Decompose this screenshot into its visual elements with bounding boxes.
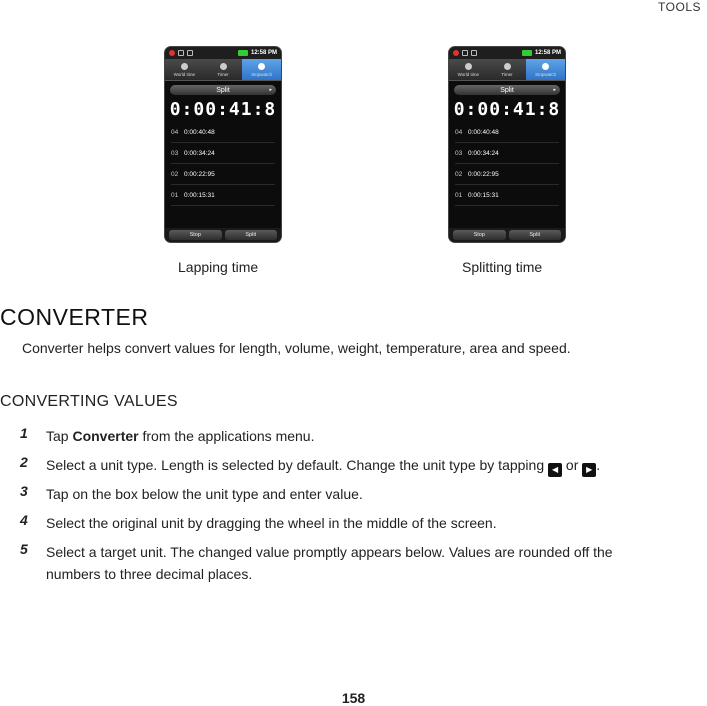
step-4 bbox=[20, 512, 666, 534]
mode-selector[interactable]: Split ▸ bbox=[454, 85, 560, 95]
mode-selector[interactable]: Split ▸ bbox=[170, 85, 276, 95]
hourglass-icon bbox=[220, 63, 227, 70]
tab-timer[interactable]: Timer bbox=[204, 59, 243, 80]
status-time: 12:58 PM bbox=[250, 50, 277, 56]
caption-splitting-time: Splitting time bbox=[462, 259, 543, 275]
status-bar bbox=[165, 47, 281, 59]
battery-icon bbox=[522, 50, 532, 56]
globe-icon bbox=[465, 63, 472, 70]
step-number: 5 bbox=[20, 541, 28, 557]
subsection-title: CONVERTING VALUES bbox=[0, 393, 178, 410]
step-number: 1 bbox=[20, 425, 28, 441]
stop-button[interactable]: Stop bbox=[169, 230, 222, 240]
step-text: Select a unit type. Length is selected by default. Change the unit type by tapping ◀ or ▶ . bbox=[46, 454, 666, 477]
split-button[interactable]: Split bbox=[509, 230, 562, 240]
stopwatch-icon bbox=[258, 63, 265, 70]
lap-list bbox=[449, 122, 565, 206]
page-number: 158 bbox=[341, 690, 366, 706]
signal-icon bbox=[187, 50, 193, 56]
lap-row: 02 0:00:22:95 bbox=[171, 164, 275, 185]
notification-icon bbox=[169, 50, 175, 56]
step-text: Select the original unit by dragging the wheel in the middle of the screen. bbox=[46, 515, 497, 531]
lap-list bbox=[165, 122, 281, 206]
phone-screenshot-lapping bbox=[164, 46, 282, 243]
step-text: Tap Converter from the applications menu. bbox=[46, 428, 315, 444]
notification-icon bbox=[453, 50, 459, 56]
step-2 bbox=[20, 454, 666, 477]
button-bar bbox=[449, 228, 565, 242]
usb-icon bbox=[178, 50, 184, 56]
step-3 bbox=[20, 483, 666, 505]
lap-row: 01 0:00:15:31 bbox=[455, 185, 559, 206]
step-5 bbox=[20, 541, 666, 585]
status-bar bbox=[449, 47, 565, 59]
signal-icon bbox=[471, 50, 477, 56]
lap-row: 04 0:00:40:48 bbox=[171, 122, 275, 143]
clock-tabs bbox=[449, 59, 565, 81]
clock-tabs bbox=[165, 59, 281, 81]
lap-row: 02 0:00:22:95 bbox=[455, 164, 559, 185]
status-time: 12:58 PM bbox=[534, 50, 561, 56]
step-number: 4 bbox=[20, 512, 28, 528]
hourglass-icon bbox=[504, 63, 511, 70]
dropdown-arrow-icon: ▸ bbox=[269, 87, 272, 93]
stopwatch-icon bbox=[542, 63, 549, 70]
tab-timer[interactable]: Timer bbox=[488, 59, 527, 80]
lap-row: 04 0:00:40:48 bbox=[455, 122, 559, 143]
usb-icon bbox=[462, 50, 468, 56]
section-intro: Converter helps convert values for length, volume, weight, temperature, area and speed. bbox=[22, 340, 571, 356]
caption-lapping-time: Lapping time bbox=[178, 259, 259, 275]
tab-stopwatch[interactable]: Stopwatch bbox=[526, 59, 565, 80]
button-bar bbox=[165, 228, 281, 242]
lap-row: 01 0:00:15:31 bbox=[171, 185, 275, 206]
stop-button[interactable]: Stop bbox=[453, 230, 506, 240]
stopwatch-display: 0:00:41:8 bbox=[169, 99, 277, 120]
step-number: 2 bbox=[20, 454, 28, 470]
stopwatch-display: 0:00:41:8 bbox=[453, 99, 561, 120]
lap-row: 03 0:00:34:24 bbox=[171, 143, 275, 164]
battery-icon bbox=[238, 50, 248, 56]
lap-row: 03 0:00:34:24 bbox=[455, 143, 559, 164]
tab-world-time[interactable]: World time bbox=[165, 59, 204, 80]
step-number: 3 bbox=[20, 483, 28, 499]
arrow-left-icon: ◀ bbox=[548, 463, 562, 477]
step-text: Select a target unit. The changed value promptly appears below. Values are rounded off the numbers to three decimal places. bbox=[46, 544, 613, 582]
section-title: CONVERTER bbox=[0, 304, 149, 330]
phone-screenshot-splitting bbox=[448, 46, 566, 243]
step-text: Tap on the box below the unit type and enter value. bbox=[46, 486, 363, 502]
tab-world-time[interactable]: World time bbox=[449, 59, 488, 80]
arrow-right-icon: ▶ bbox=[582, 463, 596, 477]
step-1 bbox=[20, 425, 666, 447]
globe-icon bbox=[181, 63, 188, 70]
header-section-label: TOOLS bbox=[658, 0, 701, 14]
dropdown-arrow-icon: ▸ bbox=[553, 87, 556, 93]
split-button[interactable]: Split bbox=[225, 230, 278, 240]
tab-stopwatch[interactable]: Stopwatch bbox=[242, 59, 281, 80]
converter-app-name: Converter bbox=[72, 428, 139, 444]
